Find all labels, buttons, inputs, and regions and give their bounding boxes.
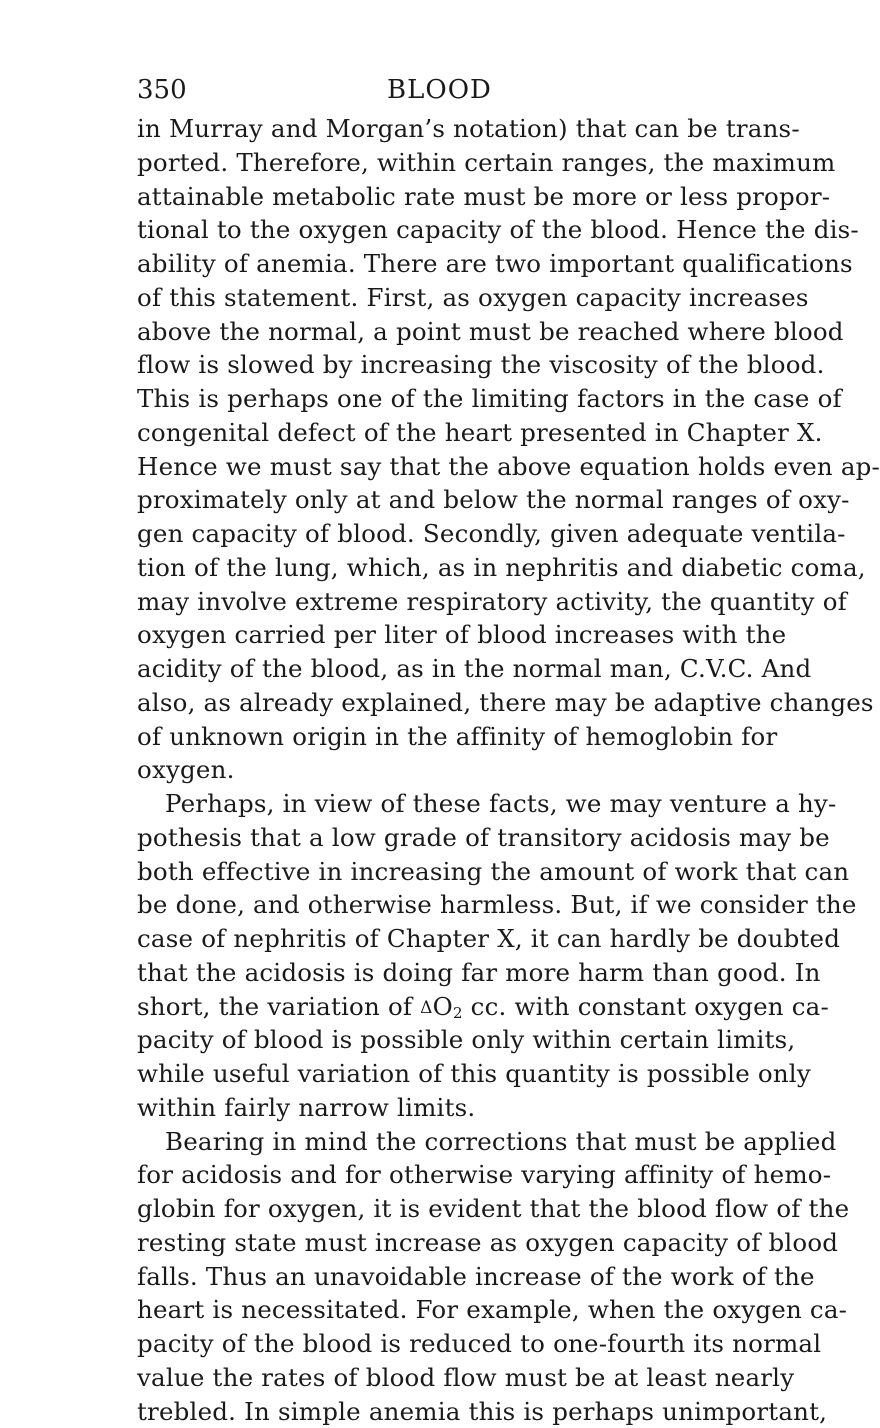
text-line: within fairly narrow limits.: [137, 1091, 758, 1125]
text-line: ability of anemia. There are two important qualifications: [137, 247, 758, 281]
oxygen-subscript: 2: [453, 1004, 463, 1022]
text-line: pacity of blood is possible only within certain limits,: [137, 1023, 758, 1057]
paragraph-1: [137, 112, 758, 787]
text-line: This is perhaps one of the limiting factors in the case of: [137, 382, 758, 416]
formula-line: [137, 990, 758, 1024]
text-line: congenital defect of the heart presented in Chapter X.: [137, 416, 758, 450]
text-line: value the rates of blood flow must be at least nearly: [137, 1361, 758, 1395]
paragraph-2: [137, 787, 758, 1125]
text-line: Hence we must say that the above equation holds even ap-: [137, 450, 758, 484]
text-line: of unknown origin in the affinity of hemoglobin for: [137, 720, 758, 754]
text-line: may involve extreme respiratory activity, the quantity of: [137, 585, 758, 619]
delta-symbol: Δ: [420, 998, 432, 1018]
chapter-title: BLOOD: [387, 72, 492, 108]
text-line: be done, and otherwise harmless. But, if we consider the: [137, 888, 758, 922]
text-line: globin for oxygen, it is evident that the blood flow of the: [137, 1192, 758, 1226]
formula-line-end: cc. with constant oxygen ca-: [463, 992, 829, 1021]
text-line: resting state must increase as oxygen capacity of blood: [137, 1226, 758, 1260]
text-line: acidity of the blood, as in the normal man, C.V.C. And: [137, 652, 758, 686]
text-line: oxygen carried per liter of blood increases with the: [137, 618, 758, 652]
text-line: oxygen.: [137, 753, 758, 787]
text-line: trebled. In simple anemia this is perhaps unimportant,: [137, 1395, 758, 1428]
text-line: pothesis that a low grade of transitory acidosis may be: [137, 821, 758, 855]
text-line: tional to the oxygen capacity of the blood. Hence the dis-: [137, 213, 758, 247]
text-line: for acidosis and for otherwise varying affinity of hemo-: [137, 1158, 758, 1192]
text-line: Bearing in mind the corrections that must be applied: [137, 1125, 758, 1159]
text-line: above the normal, a point must be reached where blood: [137, 315, 758, 349]
text-line: falls. Thus an unavoidable increase of the work of the: [137, 1260, 758, 1294]
text-line: case of nephritis of Chapter X, it can hardly be doubted: [137, 922, 758, 956]
text-line: both effective in increasing the amount of work that can: [137, 855, 758, 889]
text-line: also, as already explained, there may be adaptive changes: [137, 686, 758, 720]
text-line: of this statement. First, as oxygen capacity increases: [137, 281, 758, 315]
formula-line-start: short, the variation of: [137, 992, 420, 1021]
text-line: heart is necessitated. For example, when the oxygen ca-: [137, 1293, 758, 1327]
text-line: tion of the lung, which, as in nephritis and diabetic coma,: [137, 551, 758, 585]
text-line: while useful variation of this quantity is possible only: [137, 1057, 758, 1091]
text-line: proximately only at and below the normal ranges of oxy-: [137, 483, 758, 517]
page-number: 350: [137, 72, 187, 108]
text-line: ported. Therefore, within certain ranges, the maximum: [137, 146, 758, 180]
text-line: pacity of the blood is reduced to one-fourth its normal: [137, 1327, 758, 1361]
text-line: that the acidosis is doing far more harm than good. In: [137, 956, 758, 990]
text-line: Perhaps, in view of these facts, we may venture a hy-: [137, 787, 758, 821]
running-head: [137, 72, 758, 108]
body-text: [137, 112, 758, 1428]
paragraph-3: [137, 1125, 758, 1428]
oxygen-symbol: O: [433, 992, 453, 1021]
text-line: in Murray and Morgan’s notation) that can be trans-: [137, 112, 758, 146]
text-line: attainable metabolic rate must be more or less propor-: [137, 180, 758, 214]
text-line: flow is slowed by increasing the viscosity of the blood.: [137, 348, 758, 382]
text-line: gen capacity of blood. Secondly, given adequate ventila-: [137, 517, 758, 551]
